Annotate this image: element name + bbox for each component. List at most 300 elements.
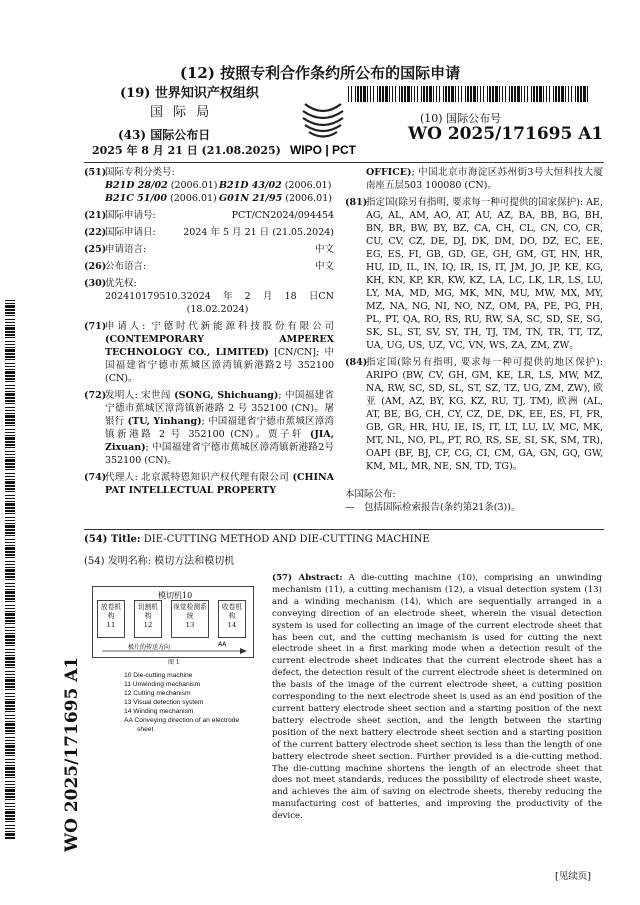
agent-name-en: OFFICE) [366,167,412,178]
barcode-bar [477,86,478,102]
field-label: 公布语言: [105,261,147,272]
field-code: (71) [84,321,107,332]
barcode-bar [5,476,15,477]
ipc-row [105,192,334,205]
barcode-bar [411,86,412,102]
barcode-bar [470,86,472,102]
barcode-bar [5,617,15,619]
legend-item: AA Conveying direction of an electrode [124,717,240,724]
barcode-bar [5,828,15,829]
ipc-version: (2006.01) [167,180,218,191]
divider [84,162,604,163]
barcode-bar [5,730,15,732]
field-22 [84,226,334,239]
barcode-bar [5,407,15,408]
barcode-bar [5,432,15,433]
barcode-bar [580,86,582,102]
barcode-bar [5,312,15,314]
organization-bureau: 国 际 局 [150,105,213,120]
inventor-name-en: (TU, Yinhang) [127,416,202,427]
ipc-class: B21C 51/00 [105,193,168,204]
barcode-bar [539,86,542,102]
barcode-bar [429,86,432,102]
barcode-bar [568,86,569,102]
barcode-bar [5,331,15,333]
legend-item: 13 Visual detection system [124,699,204,706]
barcode-bar [5,403,15,404]
arrow-label: AA [218,641,227,648]
title-zh: (54) 发明名称: 模切方法和模切机 [84,556,235,567]
barcode-bar [5,611,15,612]
barcode-bar [533,86,535,102]
box-label: 收卷机构 [221,603,243,620]
see-next-page: [见续页] [555,871,591,882]
barcode-bar [382,86,384,102]
legend-item: sheet [124,726,154,733]
barcode-bar [5,393,15,396]
barcode-bar [5,745,15,748]
barcode-bar [5,752,15,754]
barcode-bar [575,86,576,102]
barcode-bar [5,589,15,590]
barcode-bar [5,721,15,722]
field-code: (74) [84,472,107,483]
barcode-bar [5,740,15,741]
barcode-bar [5,718,15,719]
barcode-bar [5,517,15,518]
barcode-bar [5,787,15,788]
barcode-bar [5,784,15,785]
barcode-bar [5,777,15,778]
barcode-bar [5,620,15,622]
publication-date: 2025 年 8 月 21 日 (21.08.2025) [92,144,281,157]
barcode-bar [5,737,15,738]
barcode-bar [5,300,15,301]
barcode-bar [465,86,466,102]
barcode-bar [5,649,15,650]
barcode-bar [5,369,15,370]
barcode-bar [553,86,554,102]
barcode-bar [5,400,15,402]
barcode-bar [5,635,15,638]
barcode-bar [5,366,15,367]
barcode-bar [5,771,15,773]
barcode-bar [5,642,15,644]
barcode-bar [5,444,15,446]
field-74 [84,471,334,497]
barcode-bar [5,667,15,668]
barcode-bar [5,363,15,364]
barcode-bar [5,491,15,492]
barcode-bar [5,595,15,597]
barcode-bar [583,86,586,102]
applicant-address: [CN/CN]; 中国福建省宁德市蕉城区漳湾镇新港路2号 352100 (CN)。 [105,347,334,384]
abstract-label: (57) Abstract: [272,573,343,583]
priority-row [105,290,334,316]
barcode-bar [5,623,15,624]
ipc-version: (2006.01) [282,193,332,204]
barcode-bar [5,674,15,675]
barcode-bar [445,86,447,102]
barcode-bar [5,435,15,436]
inventor-name-en: (SONG, Shichuang) [174,390,279,401]
agent-name-en: (CHINA PAT INTELLECTUAL PROPERTY [105,472,334,496]
priority-country: CN [318,291,334,302]
barcode-bar [5,759,15,760]
barcode-bar [5,501,15,502]
barcode-bar [5,371,15,374]
barcode-bar [531,86,532,102]
barcode-bar [549,86,550,102]
barcode-bar [5,591,15,594]
field-label: 申请语言: [105,244,147,255]
publication-contents [345,488,520,514]
wipo-logo-text: WIPO | PCT [289,143,357,157]
barcode-bar [433,86,434,102]
barcode-bar [5,818,15,820]
publication-number: WO 2025/171695 A1 [408,124,604,144]
barcode-bar [5,657,15,660]
barcode-bar [5,378,15,380]
figure-title: 模切机10 [158,591,193,600]
box-number: 14 [227,621,237,629]
figure-box [171,600,209,638]
field-26 [84,260,334,273]
filing-date: 2024 年 5 月 21 日 (21.05.2024) [183,227,334,238]
barcode-bar [5,309,15,311]
designated-regions: 指定国(除另有指明, 要求每一种可提供的地区保护): ARIPO (BW, CV, GH, GM, KE, LR, LS, MW, MZ, NA, RW, SC, SD, SL, ST, SZ, TZ, UG, ZM, ZW), 欧亚 (AM, AZ, BY, KG, KZ, RU, TJ, TM), 欧洲 (AL, AT, BE, BG, CH, CY, CZ, DE, DK, EE, ES, FI, FR, GB, GR, HR, HU, IE, IS, IT, LT, LU, LV, MC, MK, MT, NL, NO, PL, PT, RO, RS, SE, SI, SK, SM, TR), OAPI (BF, BJ, CF, CG, CI, CM, GA, GN, GQ, GW, KM, ML, MR, NE, SN, TD, TG)。 [366,357,603,472]
document-title: (12) 按照专利合作条约所公布的国际申请 [179,64,461,82]
field-51 [84,166,334,205]
barcode-bar [373,86,374,102]
barcode-bar [5,799,15,800]
barcode-bar [5,598,15,600]
barcode-bar [524,86,525,102]
barcode-bar [5,529,15,531]
barcode-bar [5,774,15,776]
ipc-version: (2006.01) [167,193,217,204]
barcode-bar [5,652,15,653]
barcode-bar [502,86,503,102]
barcode-bar [555,86,557,102]
field-label: 国际申请号: [105,210,156,221]
barcode-bar [5,825,15,826]
figure-box [134,600,162,638]
barcode-bar [5,463,15,465]
barcode-bar [5,815,15,817]
applicant-name-en: (CONTEMPORARY AMPEREX TECHNOLOGY CO., LIMITED) [105,334,334,358]
barcode-bar [5,437,15,440]
barcode-bar [421,86,422,102]
barcode-bar [5,601,15,602]
barcode-bar [458,86,459,102]
barcode-bar [5,454,15,455]
barcode-bar [467,86,469,102]
barcode-bar [5,347,15,348]
figure-boxes [97,600,246,638]
box-number: 12 [143,621,153,629]
barcode-bar [5,485,15,487]
barcode-bar [5,557,15,558]
figure-box [218,600,246,638]
barcode-bar [5,627,15,628]
barcode-bar [5,353,15,355]
barcode-bar [5,547,15,550]
barcode-bar [5,385,15,386]
barcode-bar [414,86,415,102]
barcode-bar [5,498,15,499]
barcode-bar [367,86,368,102]
barcode-bar [407,86,410,102]
field-code: (84) [345,357,368,368]
barcode-bar [489,86,491,102]
barcode-bar [5,639,15,641]
barcode-bar [5,749,15,751]
barcode-bar [5,715,15,716]
barcode-bar [5,551,15,553]
barcode-bar [5,569,15,572]
barcode-bar [5,344,15,345]
published-item: — 包括国际检索报告(条约第21条(3))。 [345,502,521,513]
ipc-class: G01N 21/95 [219,193,283,204]
barcode-bar [439,86,440,102]
barcode-bar [5,693,15,694]
barcode-bar [5,513,15,514]
barcode-bar [5,733,15,734]
barcode-bar [5,447,15,448]
barcode-bar [5,723,15,726]
barcode-bar [5,341,15,342]
title-en [84,534,430,545]
field-25 [84,243,334,256]
barcode-bar [5,545,15,546]
field-code: (25) [84,244,107,255]
barcode-bar [5,415,15,418]
barcode-bar [5,821,15,822]
barcode-bar [505,86,506,102]
barcode-bar [483,86,484,102]
field-label: 国际申请日: [105,227,156,238]
barcode-bar [5,576,15,578]
barcode-bar [5,564,15,565]
abstract [272,573,602,823]
publication-language: 中文 [314,261,334,272]
barcode-bar [451,86,454,102]
barcode-bar [5,705,15,707]
barcode-bar [565,86,566,102]
barcode-bar [509,86,510,102]
barcode-bar [5,319,15,320]
barcode-bar [401,86,403,102]
barcode-bar [514,86,516,102]
barcode-bar [5,510,15,512]
barcode-bar [543,86,544,102]
barcode-bar [5,645,15,646]
agent-address: ; 中国北京市海淀区苏州街3号大恒科技大厦南座五层503 100080 (CN)。 [366,167,603,191]
priority-date: 2024年2月18日 (18.02.2024) [186,291,319,315]
barcode-bar [495,86,498,102]
barcode-bar [392,86,393,102]
barcode-bar [5,633,15,634]
field-code: (81) [345,197,368,208]
field-81 [345,196,603,352]
barcode-bar [5,664,15,666]
barcode-bar [587,86,588,102]
barcode-bar [5,413,15,414]
barcode-bar [5,469,15,470]
barcode-bar [5,767,15,770]
field-label: 优先权: [105,278,137,289]
barcode-bar [5,539,15,540]
barcode-bar [5,661,15,663]
barcode-bar [546,86,547,102]
barcode-bar [5,671,15,672]
barcode-bar [5,699,15,700]
title-label: (54) Title: [84,534,141,545]
barcode-bar [5,422,15,424]
legend-item: 11 Unwinding mechanism [124,681,201,688]
barcode-bar [5,473,15,474]
barcode-bar [399,86,400,102]
barcode-bar [436,86,437,102]
barcode-bar [473,86,476,102]
barcode-bar [5,315,15,316]
barcode-bar [5,743,15,744]
barcode-bar [492,86,494,102]
barcode-bar [5,630,15,631]
barcode-bar [5,781,15,782]
left-bibliographic-column [84,166,334,501]
abstract-text: A die-cutting machine (10), comprising an unwinding mechanism (11), a cutting mechanism (12), a visual detection system (13) and a winding mechanism (14), which are sequentially arranged in a conveying direction of an electrode sheet, wherein the visual detection system is used for collecting an image of the current electrode sheet that has been cut, and the cutting mechanism is used for cutting the next electrode sheet in a first marking mode when a detection result of the current electrode sheet indicates that the current electrode sheet has a defect, the detection result of the current electrode sheet is determined on the basis of the image of the current electrode sheet, a cutting position corresponding to the next electrode sheet is used as an end position of the current battery electrode sheet section and a starting position of the next battery electrode sheet section, and the length between the starting position of the next battery electrode sheet section and a starting position of the current battery electrode sheet section is less than the length of one battery electrode sheet section. Further provided is a die-cutting method. The die-cutting machine shortens the length of an electrode sheet that does not meet standards, reduces the possibility of electrode sheet waste, and achieves the aim of saving on electrode sheets, thereby reducing the manufacturing cost of batteries, and improving the productivity of the device. [272,573,602,822]
publication-number-label: (10) 国际公布号 [420,112,502,125]
agent-name: 代理人: 北京派特恩知识产权代理有限公司 [105,472,293,483]
barcode-bar [5,811,15,814]
inventor-text: ; 中国福建省宁德市蕉城区漳湾镇新港路 2 号 352100 (CN)。屠银行 [105,390,334,427]
barcode-bar [5,305,15,308]
barcode-bar [5,303,15,304]
barcode-bar [5,488,15,490]
barcode-bar [5,495,15,496]
ipc-class: B21D 28/02 [105,180,168,191]
barcode-bar [417,86,418,102]
field-30 [84,277,334,316]
barcode-bar [5,701,15,704]
figure-legend [124,671,239,734]
field-71 [84,320,334,385]
barcode-bar [5,755,15,756]
barcode-bar [561,86,564,102]
ipc-label: 国际专利分类号: [105,167,175,178]
barcode-bar [5,586,15,587]
barcode-bar [5,481,15,484]
field-code: (26) [84,261,107,272]
barcode-bar [5,356,15,358]
barcode-bar [5,708,15,710]
barcode-bar [577,86,579,102]
barcode-bar [5,388,15,389]
legend-item: 12 Cutting mechanism [124,690,191,697]
barcode-bar [558,86,560,102]
barcode-bar [5,696,15,697]
barcode-bar [5,397,15,399]
field-code: (30) [84,278,107,289]
barcode-bar [5,567,15,568]
barcode-bar [5,451,15,452]
barcode-bar [5,561,15,562]
barcode-bar [5,573,15,575]
barcode-bar [5,410,15,411]
barcode-bar [5,605,15,606]
filing-language: 中文 [314,244,334,255]
barcode-bar [5,535,15,536]
publication-date-label: (43) 国际公布日 [118,128,211,142]
barcode-bar [5,809,15,810]
wipo-logo [283,96,363,158]
barcode-bar [521,86,522,102]
barcode-bar [571,86,572,102]
barcode-bar [5,425,15,426]
barcode-bar [5,727,15,729]
published-label: 本国际公布: [345,489,396,500]
barcode-bar [5,683,15,685]
barcode-bar [511,86,513,102]
barcode-bar [517,86,520,102]
barcode-bar [5,322,15,323]
barcode-bar [5,579,15,580]
barcode-bar [5,523,15,524]
box-label: 视觉检测系统 [173,603,207,620]
field-code: (72) [84,390,107,401]
figure-number: 图 1 [168,659,180,666]
barcode-bar [395,86,396,102]
barcode-bar [5,327,15,330]
barcode-bar [5,762,15,763]
barcode-bar [5,793,15,795]
field-code: (51) [84,167,107,178]
ipc-version: (2006.01) [281,180,332,191]
conveying-arrow [100,640,250,656]
field-72 [84,389,334,467]
barcode-bar [5,613,15,616]
barcode-bar [5,806,15,807]
barcode-bar [370,86,371,102]
priority-number: 202410179510.3 [105,291,187,302]
barcode-bar [5,457,15,458]
field-74-continued [345,166,603,192]
barcode-bar [5,507,15,509]
barcode-bar [5,532,15,534]
field-84 [345,356,603,473]
box-label: 放卷机构 [100,603,122,620]
field-code: (22) [84,227,107,238]
barcode-bar [5,419,15,421]
barcode-bar [5,554,15,556]
ipc-row [105,179,334,192]
barcode-bar [5,679,15,682]
field-code: (21) [84,210,107,221]
barcode-bar [5,466,15,468]
barcode-bar [5,334,15,336]
barcode-bar [363,86,366,102]
side-barcode-image [5,300,15,840]
barcode-bar [443,86,444,102]
divider [84,529,604,530]
barcode-bar [448,86,450,102]
barcode-bar [5,833,15,836]
barcode-bar [5,796,15,798]
designated-states: 指定国(除另有指明, 要求每一种可提供的国家保护): AE, AG, AL, AM, AO, AT, AU, AZ, BA, BB, BG, BH, BN, BR, BW, BY, BZ, CA, CH, CL, CN, CO, CR, CU, CV, CZ, DE, DJ, DK, DM, DO, DZ, EC, EE, EG, ES, FI, GB, GD, GE, GH, GM, GT, HN, HR, HU, ID, IL, IN, IQ, IR, IS, IT, JM, JO, JP, KE, KG, KH, KN, KP, KR, KW, KZ, LA, LC, LK, LR, LS, LU, LY, MA, MD, MG, MK, MN, MU, MW, MX, MY, MZ, NA, NG, NI, NO, NZ, OM, PA, PE, PG, PH, PL, PT, QA, RO, RS, RU, RW, SA, SC, SD, SE, SG, SK, SL, ST, SV, SY, TH, TJ, TM, TN, TR, TT, TZ, UA, UG, US, UZ, VC, VN, WS, ZA, ZM, ZW。 [366,197,603,351]
barcode-bar [426,86,428,102]
